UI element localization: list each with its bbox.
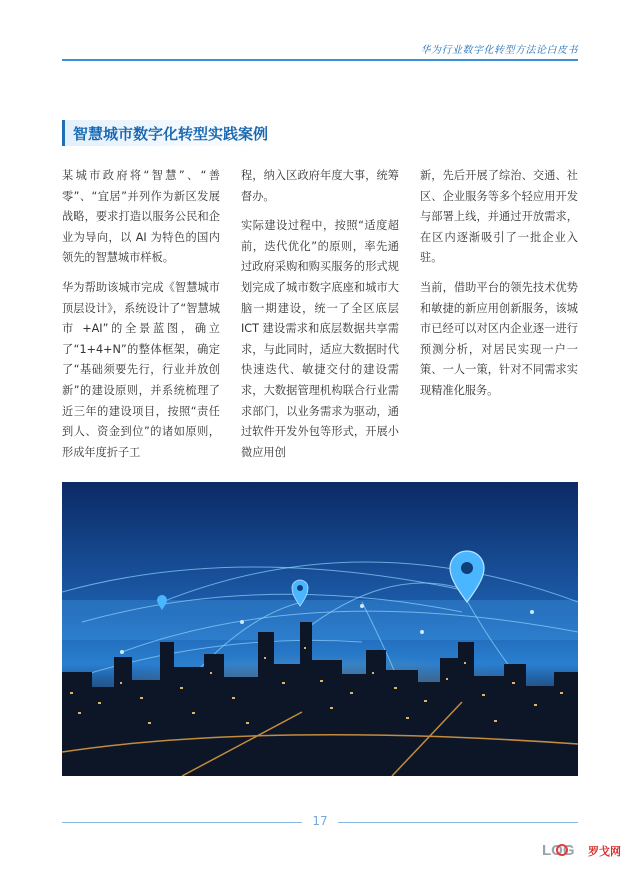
- header-title: 华为行业数字化转型方法论白皮书: [420, 45, 578, 56]
- footer-rule-right: [338, 822, 578, 823]
- section-heading: 智慧城市数字化转型实践案例: [73, 125, 269, 143]
- paragraph: 程，纳入区政府年度大事，统筹督办。: [241, 169, 399, 203]
- page-number: 17: [312, 814, 328, 828]
- watermark-logo: [542, 838, 632, 862]
- paragraph: 华为帮助该城市完成《智慧城市顶层设计》，系统设计了“智慧城市 +AI”的全景蓝图，确立了“1+4+N”的整体框架，确定了“基础须要先行，行业并放创新”的建设原则，并系统梳理了近三年的建设项目，按照“责任到人、资金到位”的诸如原则，形成年度折子工: [62, 280, 220, 459]
- text-column-1: [62, 166, 220, 466]
- text-column-3: [420, 166, 578, 466]
- paragraph: 实际建设过程中，按照“适度超前，迭代优化”的原则，率先通过政府采购和购买服务的形式规划完成了城市数字底座和城市大脑一期建设，统一了全区底层 ICT 建设需求和底层数据共享需求，与此同时，适应大数据时代快速迭代、敏捷交付的建设需求，大数据管理机构联合行业需求部门，以业务需求为驱动，通过软件开发外包等形式，开展小微应用创: [241, 219, 399, 459]
- footer-rule-left: [62, 822, 302, 823]
- section-heading-bar: [62, 120, 275, 146]
- smart-city-night-skyline-image: [62, 482, 578, 776]
- paragraph: 新，先后开展了综治、交通、社区、企业服务等多个轻应用开发与部署上线，并通过开放需求，在区内逐渐吸引了一批企业入驻。: [420, 169, 578, 265]
- text-column-2: [241, 166, 399, 466]
- header-rule: [62, 59, 578, 61]
- paragraph: 某城市政府将“智慧”、“善零”、“宜居”并列作为新区发展战略，要求打造以服务公民和企业为导向，以 AI 为特色的国内领先的智慧城市样板。: [62, 169, 220, 265]
- paragraph: 当前，借助平台的领先技术优势和敏捷的新应用创新服务，该城市已经可以对区内企业逐一进行预测分析，对居民实现一户一策、一人一策，针对不同需求实现精准化服务。: [420, 280, 578, 397]
- watermark-text: 罗戈网: [588, 845, 621, 858]
- watermark-prefix: LOG: [542, 842, 575, 859]
